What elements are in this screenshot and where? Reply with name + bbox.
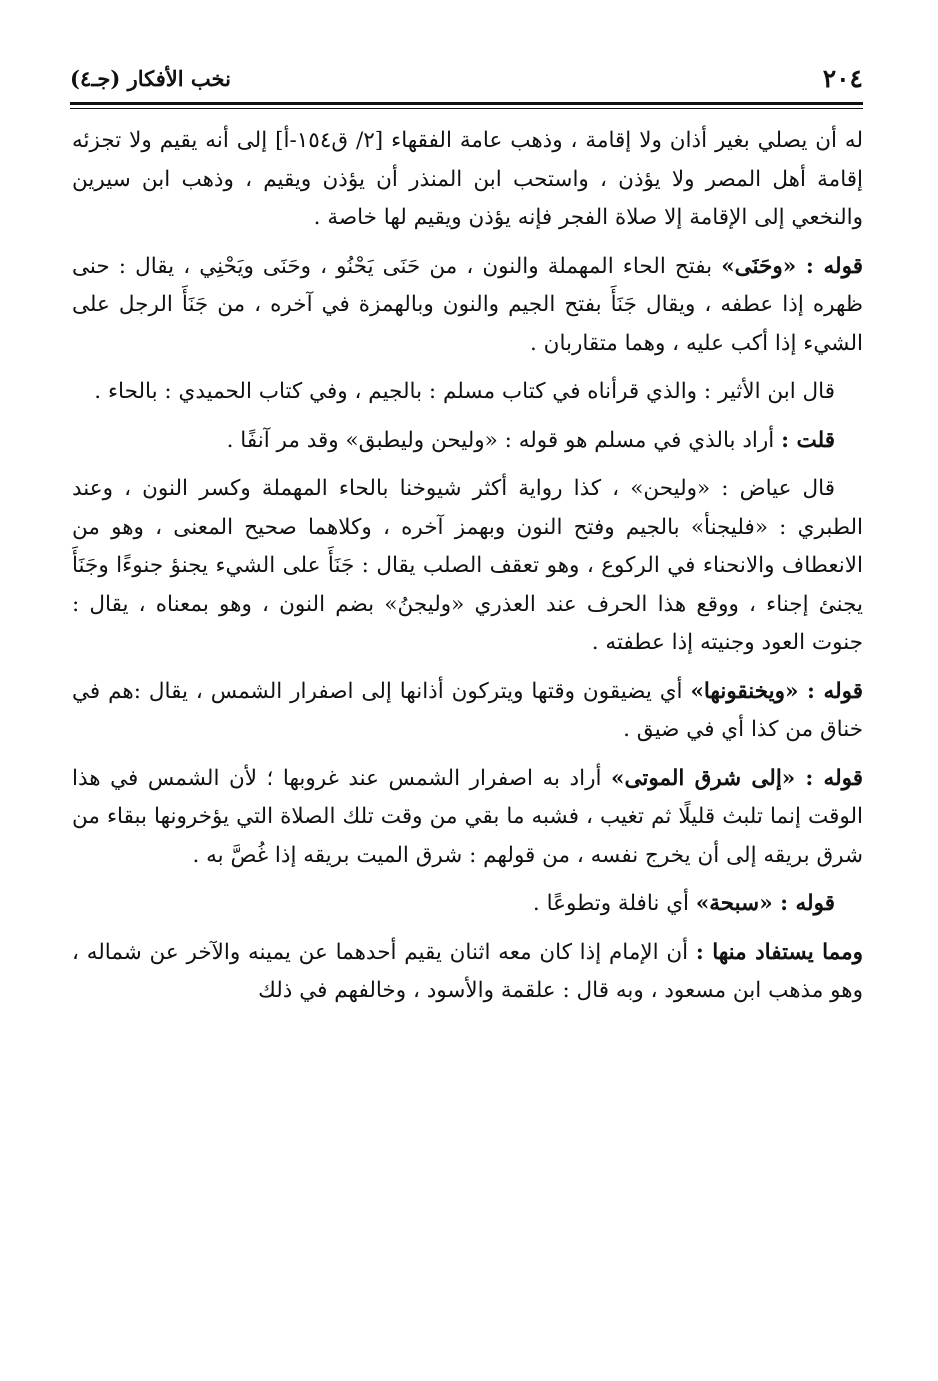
paragraph-text: قال ابن الأثير : والذي قرأناه في كتاب مسلم : بالجيم ، وفي كتاب الحميدي : بالحاء . — [94, 379, 835, 404]
paragraph-lead: قوله : «ويخنقونها» — [690, 678, 863, 704]
paragraph — [72, 760, 863, 876]
paragraph — [72, 248, 863, 364]
paragraph-text: أراد به اصفرار الشمس عند غروبها ؛ لأن الشمس في هذا الوقت إنما تلبث قليلًا ثم تغيب ، فشبه ما بقي من وقت تلك الصلاة التي يؤخرونها ببقاء من شرق بريقه إلى أن يخرج نفسه ، من قولهم : شرق الميت بريقه إذا غُصَّ به . — [72, 765, 863, 868]
paragraph-text: أي يضيقون وقتها ويتركون أذانها إلى اصفرار الشمس ، يقال :هم في خناق من كذا أي في ضيق . — [72, 678, 863, 742]
paragraph-text: أراد بالذي في مسلم هو قوله : «وليحن وليطبق» وقد مر آنفًا . — [226, 427, 782, 453]
header-rule-thin — [70, 108, 863, 109]
paragraph-lead: قوله : «إلى شرق الموتى» — [611, 765, 864, 791]
paragraph — [72, 422, 863, 461]
paragraph-text: أن الإمام إذا كان معه اثنان يقيم أحدهما عن يمينه والآخر عن شماله ، وهو مذهب ابن مسعود ، وبه قال : علقمة والأسود ، وخالفهم في ذلك — [72, 939, 863, 1003]
paragraph — [72, 373, 863, 412]
paragraph — [72, 470, 863, 663]
paragraph — [72, 885, 863, 924]
paragraph — [72, 122, 863, 238]
page-number: ٢٠٤ — [822, 63, 863, 93]
header-rule — [70, 102, 863, 105]
paragraph — [72, 673, 863, 750]
body-text — [72, 122, 863, 1021]
paragraph-lead: قوله : «سبحة» — [695, 891, 835, 916]
paragraph — [72, 934, 863, 1011]
paragraph-lead: قوله : «وحَنَى» — [721, 253, 863, 279]
running-title: نخب الأفكار (جـ٤) — [70, 65, 231, 91]
paragraph-text: قال عياض : «وليحن» ، كذا رواية أكثر شيوخنا بالحاء المهملة وكسر النون ، وعند الطبري : «فليجنأ» بالجيم وفتح النون وبهمز آخره ، وكلاهما صحيح المعنى ، وهو من الانعطاف والانحناء في الركوع ، وهو تعقف الصلب يقال : جَنَأَ على الشيء يجنؤ جنوءًا وجَنَأَ يجنئ إجناء ، ووقع هذا الحرف عند العذري «وليجنُ» بضم النون ، وهو بمعناه ، يقال : جنوت العود وجنيته إذا عطفته . — [72, 476, 863, 655]
paragraph-text: بفتح الحاء المهملة والنون ، من حَنَى يَحْنُو ، وحَنَى ويَحْنِي ، يقال : حنى ظهره إذا عطفه ، ويقال جَنَأَ بفتح الجيم والنون وبالهمزة في آخره ، من جَنَأَ الرجل على الشيء إذا أكب عليه ، وهما متقاربان . — [72, 253, 863, 356]
page-header — [70, 58, 863, 98]
paragraph-lead: ومما يستفاد منها : — [695, 939, 864, 965]
paragraph-text: أي نافلة وتطوعًا . — [532, 891, 696, 916]
paragraph-lead: قلت : — [781, 427, 835, 453]
paragraph-text: له أن يصلي بغير أذان ولا إقامة ، وذهب عامة الفقهاء [٢/ ق١٥٤-أ] إلى أنه يقيم ولا تجزئه إقامة أهل المصر ولا يؤذن ، واستحب ابن المنذر أن يؤذن ويقيم ، وذهب ابن سيرين والنخعي إلى الإقامة إلا صلاة الفجر فإنه يؤذن ويقيم لها خاصة . — [72, 128, 863, 230]
